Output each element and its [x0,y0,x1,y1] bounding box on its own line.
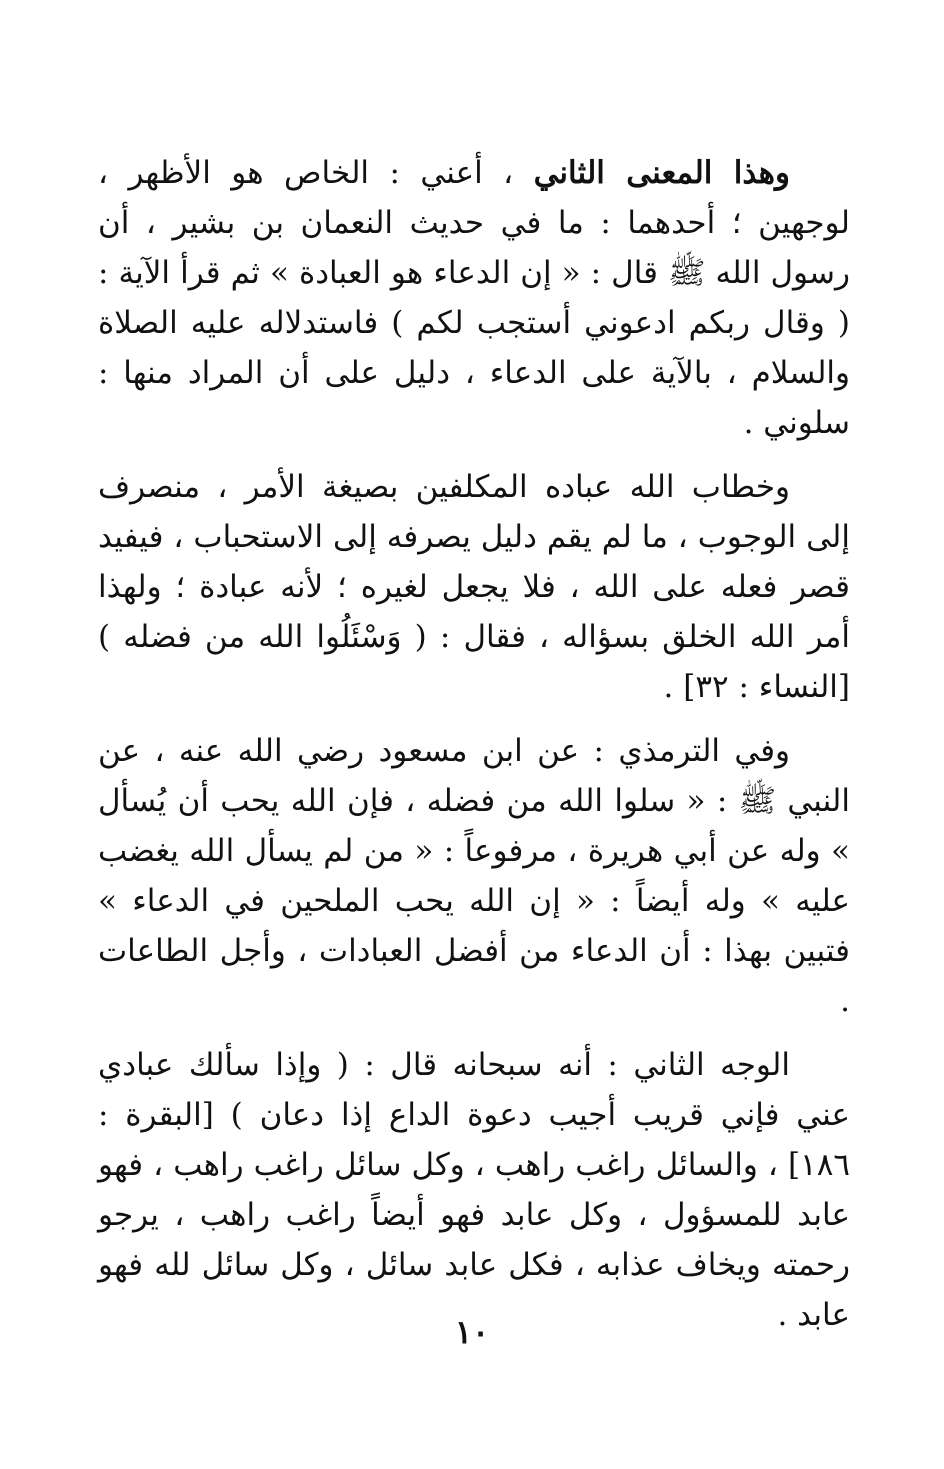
body-text [98,148,850,1340]
paragraph-3: وفي الترمذي : عن ابن مسعود رضي الله عنه ، عن النبي ﷺ : « سلوا الله من فضله ، فإن الله يحب أن يُسأل » وله عن أبي هريرة ، مرفوعاً : « من لم يسأل الله يغضب عليه » وله أيضاً : « إن الله يحب الملحين في الدعاء » فتبين بهذا : أن الدعاء من أفضل العبادات ، وأجل الطاعات . [98,733,850,1019]
paragraph-1 [98,148,850,448]
paragraph-1-lead: وهذا المعنى الثاني [533,155,790,191]
page-number: ١٠ [454,1313,490,1351]
paragraph-1-text: ، أعني : الخاص هو الأظهر ، لوجهين ؛ أحدهما : ما في حديث النعمان بن بشير ، أن رسول الله ﷺ قال : « إن الدعاء هو العبادة » ثم قرأ الآية : ( وقال ربكم ادعوني أستجب لكم ) فاستدلاله عليه الصلاة والسلام ، بالآية على الدعاء ، دليل على أن المراد منها : سلوني . [98,155,850,441]
paragraph-2: وخطاب الله عباده المكلفين بصيغة الأمر ، منصرف إلى الوجوب ، ما لم يقم دليل يصرفه إلى الاستحباب ، فيفيد قصر فعله على الله ، فلا يجعل لغيره ؛ لأنه عبادة ؛ ولهذا أمر الله الخلق بسؤاله ، فقال : ( وَسْئَلُوا الله من فضله ) [النساء : ٣٢] . [98,469,850,705]
paragraph-4: الوجه الثاني : أنه سبحانه قال : ( وإذا سألك عبادي عني فإني قريب أجيب دعوة الداع إذا دعان ) [البقرة : ١٨٦] ، والسائل راغب راهب ، وكل سائل راغب راهب ، فهو عابد للمسؤول ، وكل عابد فهو أيضاً راغب راهب ، يرجو رحمته ويخاف عذابه ، فكل عابد سائل ، وكل سائل لله فهو عابد . [98,1047,850,1333]
